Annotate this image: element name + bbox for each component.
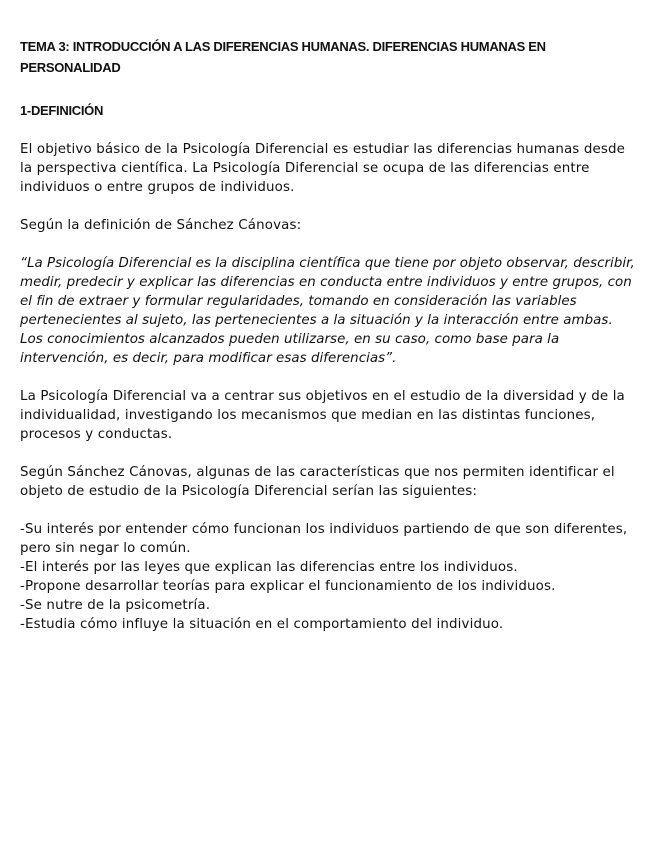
definition-quote: “La Psicología Diferencial es la disciplina científica que tiene por objeto observar, describir, medir, predecir y explicar las diferencias en conducta entre individuos y entre grupos, con el fin de extraer y formular regularidades, tomando en consideración las variables pertenecientes al sujeto, las pertenecientes a la situación y la interacción entre ambas. Los conocimientos alcanzados pueden utilizarse, en su caso, como base para la intervención, es decir, para modificar esas diferencias”. xyxy=(20,256,635,366)
section-heading-definicion: 1-DEFINICIÓN xyxy=(20,103,104,118)
list-item: -El interés por las leyes que explican las diferencias entre los individuos. xyxy=(20,560,518,575)
document-page xyxy=(20,36,638,634)
document-title: TEMA 3: INTRODUCCIÓN A LAS DIFERENCIAS HUMANAS. DIFERENCIAS HUMANAS EN PERSONALIDAD xyxy=(20,39,546,75)
definition-lead-paragraph: Según la definición de Sánchez Cánovas: xyxy=(20,218,302,233)
intro-paragraph: El objetivo básico de la Psicología Diferencial es estudiar las diferencias humanas desde la perspectiva científica. La Psicología Diferencial se ocupa de las diferencias entre individuos o entre grupos de individuos. xyxy=(20,142,626,195)
list-item: -Su interés por entender cómo funcionan los individuos partiendo de que son diferentes, pero sin negar lo común. xyxy=(20,522,628,556)
list-item: -Estudia cómo influye la situación en el comportamiento del individuo. xyxy=(20,617,504,632)
list-item: -Se nutre de la psicometría. xyxy=(20,598,211,613)
characteristics-list xyxy=(20,520,638,634)
objectives-paragraph: La Psicología Diferencial va a centrar sus objetivos en el estudio de la diversidad y de la individualidad, investigando los mecanismos que median en las distintas funciones, procesos y conductas. xyxy=(20,389,625,442)
characteristics-lead-paragraph: Según Sánchez Cánovas, algunas de las características que nos permiten identificar el objeto de estudio de la Psicología Diferencial serían las siguientes: xyxy=(20,465,615,499)
list-item: -Propone desarrollar teorías para explicar el funcionamiento de los individuos. xyxy=(20,579,556,594)
